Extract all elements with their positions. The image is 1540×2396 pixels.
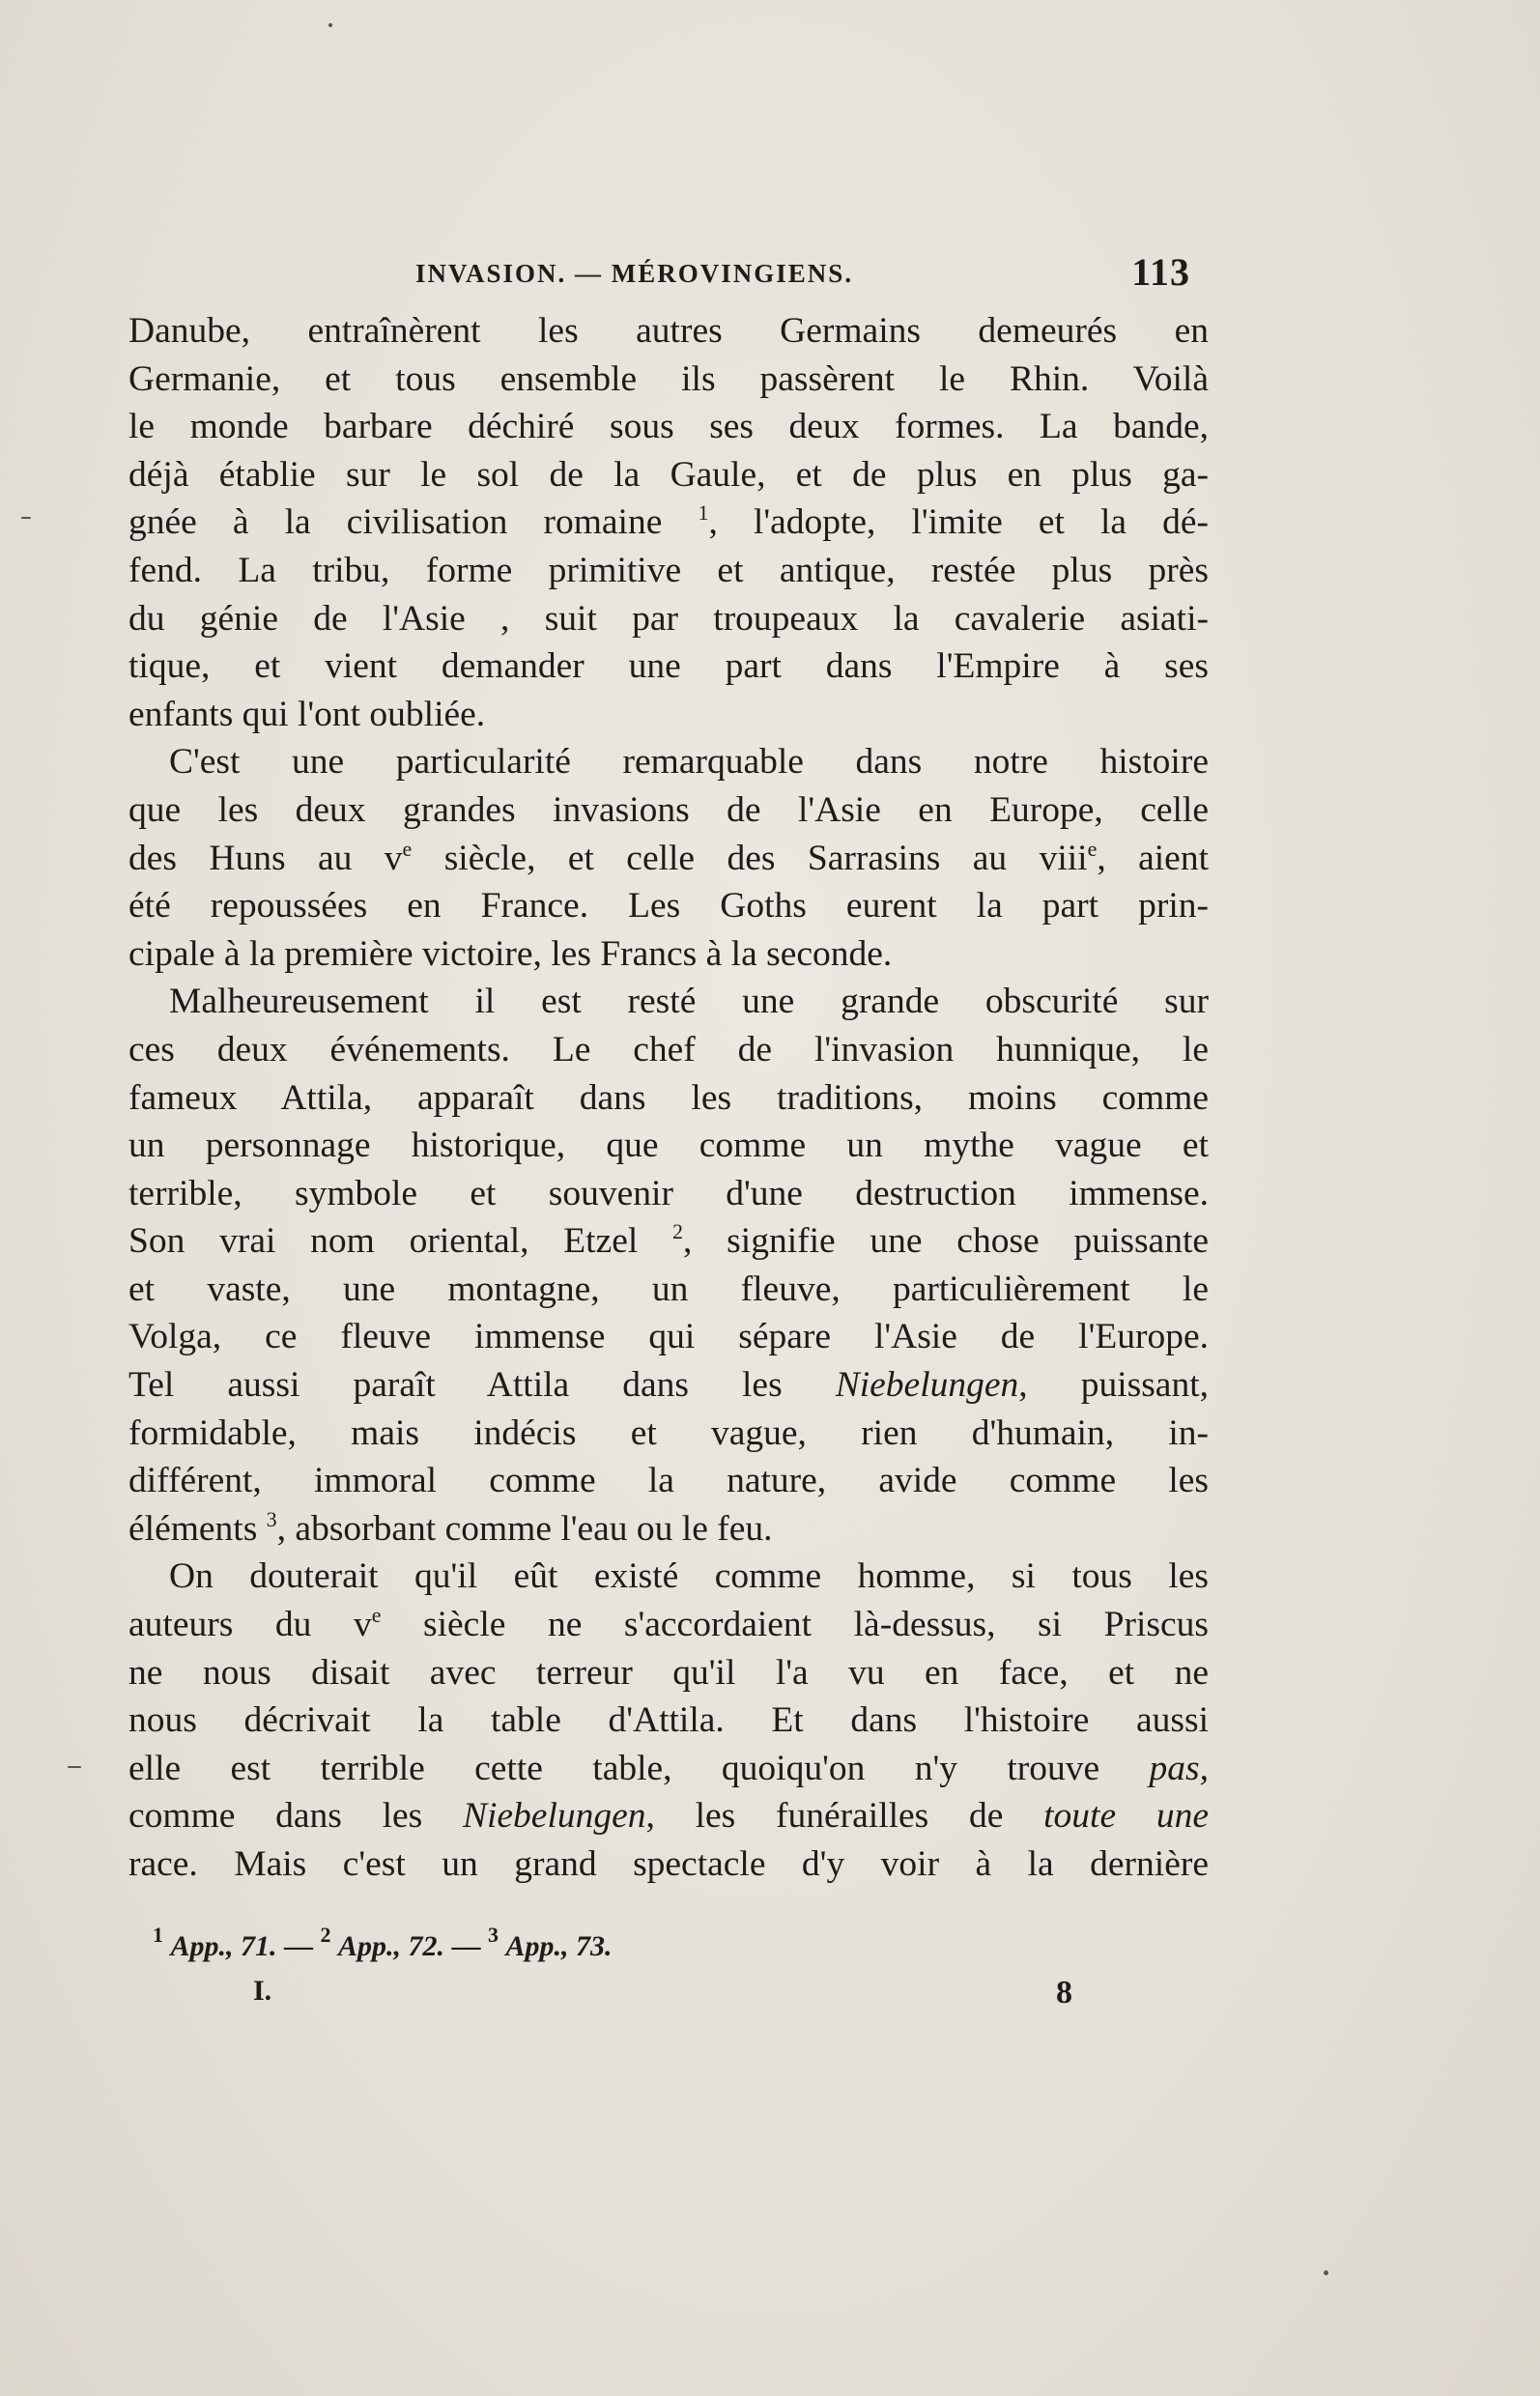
text-line: fend. La tribu, forme primitive et antique, restée plus près bbox=[128, 550, 1209, 590]
text-line: tique, et vient demander une part dans l'Empire à ses bbox=[128, 646, 1209, 687]
text-line: Danube, entraînèrent les autres Germains demeurés en bbox=[128, 311, 1209, 351]
line-text: , l'adopte, l'imite et la dé- bbox=[708, 502, 1209, 543]
footnote-ref: 1 bbox=[698, 500, 709, 526]
text-line: Volga, ce fleuve immense qui sépare l'Asie de l'Europe. bbox=[128, 1317, 1209, 1357]
text-line: et vaste, une montagne, un fleuve, particulièrement le bbox=[128, 1269, 1209, 1309]
text-line: On douterait qu'il eût existé comme homme, si tous les bbox=[169, 1556, 1209, 1597]
line-text: , absorbant comme l'eau ou le feu. bbox=[276, 1508, 773, 1549]
line-text: , signifie une chose puissante bbox=[683, 1221, 1210, 1262]
text-line: déjà établie sur le sol de la Gaule, et de plus en plus ga- bbox=[128, 454, 1209, 495]
footnote-text: App., 72. bbox=[338, 1930, 445, 1962]
text-line bbox=[128, 835, 1209, 883]
work-title: Niebelungen bbox=[462, 1796, 646, 1837]
paper-speck bbox=[21, 517, 31, 519]
paper-speck bbox=[68, 1766, 81, 1768]
body-text bbox=[128, 307, 1209, 1889]
text-line: race. Mais c'est un grand spectacle d'y voir à la dernière bbox=[128, 1844, 1209, 1884]
line-text: , aient bbox=[1097, 838, 1209, 878]
page-number: 113 bbox=[1131, 250, 1190, 294]
line-text: auteurs du bbox=[128, 1605, 354, 1645]
gathering-signature: 8 bbox=[1056, 1975, 1072, 2011]
footnote-separator: — bbox=[444, 1930, 489, 1962]
italic-text: toute une bbox=[1043, 1796, 1209, 1837]
text-line: été repoussées en France. Les Goths eurent la part prin- bbox=[128, 886, 1209, 927]
footnotes bbox=[153, 1923, 613, 1963]
footnote-text: App., 71. bbox=[170, 1930, 277, 1962]
text-line: ces deux événements. Le chef de l'invasion hunnique, le bbox=[128, 1029, 1209, 1070]
text-line: ne nous disait avec terreur qu'il l'a vu en face, et ne bbox=[128, 1652, 1209, 1693]
text-line: nous décrivait la table d'Attila. Et dans l'histoire aussi bbox=[128, 1700, 1209, 1741]
footnote-mark: 3 bbox=[488, 1923, 499, 1947]
text-line: Malheureusement il est resté une grande obscurité sur bbox=[169, 982, 1209, 1022]
running-title: INVASION. — MÉROVINGIENS. bbox=[415, 259, 854, 288]
text-line bbox=[128, 499, 1209, 547]
italic-text: pas, bbox=[1149, 1748, 1209, 1788]
text-line: un personnage historique, que comme un mythe vague et bbox=[128, 1126, 1209, 1166]
superscript: e bbox=[371, 1603, 382, 1628]
line-text: comme dans les bbox=[128, 1796, 463, 1837]
paper-speck bbox=[328, 23, 332, 27]
text-line: fameux Attila, apparaît dans les traditions, moins comme bbox=[128, 1077, 1209, 1118]
superscript: e bbox=[1087, 836, 1098, 861]
line-text: Tel aussi paraît Attila dans les bbox=[128, 1365, 836, 1406]
footnote-mark: 1 bbox=[153, 1923, 163, 1947]
line-text: siècle ne s'accordaient là-dessus, si Priscus bbox=[381, 1605, 1209, 1645]
text-line: du génie de l'Asie , suit par troupeaux la cavalerie asiati- bbox=[128, 598, 1209, 639]
text-line: enfants qui l'ont oubliée. bbox=[128, 694, 486, 734]
page-header bbox=[415, 249, 1198, 298]
text-line: que les deux grandes invasions de l'Asie en Europe, celle bbox=[128, 789, 1209, 830]
text-line bbox=[128, 1505, 1209, 1554]
footnote-text: App., 73. bbox=[505, 1930, 613, 1962]
line-text: , puissant, bbox=[1018, 1365, 1209, 1406]
footnote-ref: 2 bbox=[672, 1219, 684, 1244]
text-line: le monde barbare déchiré sous ses deux formes. La bande, bbox=[128, 407, 1209, 447]
line-text: Son vrai nom oriental, Etzel bbox=[128, 1221, 673, 1262]
text-line: terrible, symbole et souvenir d'une destruction immense. bbox=[128, 1173, 1209, 1213]
text-line bbox=[128, 1745, 1209, 1793]
footnote-mark: 2 bbox=[320, 1923, 331, 1947]
line-text: gnée à la civilisation romaine bbox=[128, 502, 699, 543]
text-line: formidable, mais indécis et vague, rien d'humain, in- bbox=[128, 1412, 1209, 1453]
century-numeral: v bbox=[384, 838, 403, 878]
line-text: éléments bbox=[128, 1508, 267, 1549]
superscript: e bbox=[402, 836, 413, 861]
footnote-separator: — bbox=[276, 1930, 321, 1962]
footnote-ref: 3 bbox=[266, 1506, 277, 1531]
text-line bbox=[128, 1601, 1209, 1649]
line-text: elle est terrible cette table, quoiqu'on n'y trouve bbox=[128, 1748, 1150, 1788]
work-title: Niebelungen bbox=[835, 1365, 1019, 1406]
text-line bbox=[128, 1217, 1209, 1266]
line-text: , les funérailles de bbox=[645, 1796, 1044, 1837]
text-line: différent, immoral comme la nature, avide comme les bbox=[128, 1461, 1209, 1501]
text-line bbox=[128, 1361, 1209, 1410]
line-text: des Huns au bbox=[128, 838, 385, 878]
century-numeral: viii bbox=[1039, 838, 1088, 878]
century-numeral: v bbox=[353, 1605, 372, 1645]
volume-signature: I. bbox=[253, 1975, 272, 2007]
paper-speck bbox=[1324, 2270, 1328, 2275]
text-line: Germanie, et tous ensemble ils passèrent le Rhin. Voilà bbox=[128, 358, 1209, 399]
text-line bbox=[128, 1792, 1209, 1840]
line-text: siècle, et celle des Sarrasins au bbox=[412, 838, 1040, 878]
text-line: C'est une particularité remarquable dans notre histoire bbox=[169, 742, 1209, 783]
text-line: cipale à la première victoire, les Francs à la seconde. bbox=[128, 933, 893, 974]
